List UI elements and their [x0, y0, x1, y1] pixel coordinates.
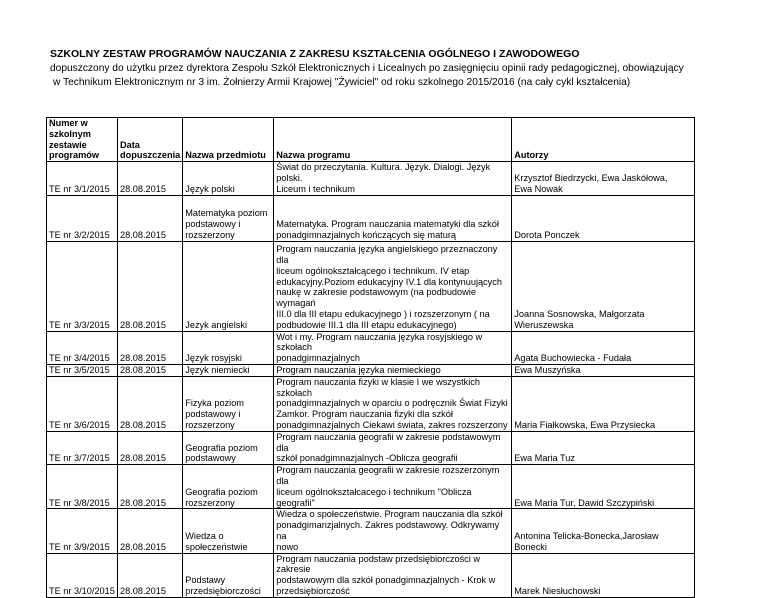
- program-number-cell: TE nr 3/2/2015: [47, 195, 118, 241]
- authors-cell: Krzysztof Biedrzycki, Ewa Jaskółowa, Ewa Nowak: [512, 162, 695, 195]
- document-subtitle-line2: w Technikum Elektronicznym nr 3 im. Żołnierzy Armii Krajowej "Żywiciel" od roku szkolnego 2015/2016 (na cały cykl kształcenia): [53, 77, 631, 88]
- program-name-cell: Program nauczania geografii w zakresie rozszerzonym dla liceum ogólnokształcacego i technikum "Oblicza geografii": [274, 465, 512, 509]
- approval-date-cell: 28.08.2015: [118, 376, 183, 431]
- approval-date-cell: 28.08.2015: [118, 364, 183, 376]
- table-row: [47, 509, 695, 553]
- program-number-cell: TE nr 3/3/2015: [47, 241, 118, 331]
- approval-date-cell: 28.08.2015: [118, 431, 183, 464]
- approval-date-cell: 28.08.2015: [118, 331, 183, 364]
- table-header-row: [47, 118, 695, 162]
- subject-name-cell: Geografia poziom podstawowy: [183, 431, 274, 464]
- program-name-cell: Wiedza o społeczeństwie. Program nauczania dla szkół ponadgimanzjalnych. Zakres podstawowy. Odkrywamy na nowo: [274, 509, 512, 553]
- approval-date-cell: 28.08.2015: [118, 241, 183, 331]
- program-number-cell: TE nr 3/9/2015: [47, 509, 118, 553]
- program-number-cell: TE nr 3/10/2015: [47, 553, 118, 597]
- subject-name-cell: Matematyka poziom podstawowy i rozszerzony: [183, 195, 274, 241]
- subject-name-cell: Geografia poziom rozszerzony: [183, 465, 274, 509]
- column-header: Numer w szkolnym zestawie programów: [47, 118, 118, 162]
- approval-date-cell: 28.08.2015: [118, 465, 183, 509]
- subject-name-cell: Podstawy przedsiębiorczości: [183, 553, 274, 597]
- program-name-cell: Matematyka. Program nauczania matematyki dla szkół ponadgimnazjalnych kończących się maturą: [274, 195, 512, 241]
- table-row: [47, 553, 695, 597]
- authors-cell: Ewa Maria Tuz: [512, 431, 695, 464]
- subject-name-cell: Wiedza o społeczeństwie: [183, 509, 274, 553]
- column-header: Nazwa przedmiotu: [183, 118, 274, 162]
- authors-cell: Agata Buchowiecka - Fudała: [512, 331, 695, 364]
- authors-cell: Marek Niesłuchowski: [512, 553, 695, 597]
- program-number-cell: TE nr 3/7/2015: [47, 431, 118, 464]
- document-title: SZKOLNY ZESTAW PROGRAMÓW NAUCZANIA Z ZAKRESU KSZTAŁCENIA OGÓLNEGO I ZAWODOWEGO: [50, 48, 580, 60]
- authors-cell: Ewa Maria Tur, Dawid Szczypiński: [512, 465, 695, 509]
- program-name-cell: Program nauczania geografii w zakresie podstawowym dla szkół ponadgimnazjalnych -Oblicza geografii: [274, 431, 512, 464]
- program-number-cell: TE nr 3/1/2015: [47, 162, 118, 195]
- authors-cell: Joanna Sosnowska, Małgorzata Wieruszewska: [512, 241, 695, 331]
- subject-name-cell: Jezyk angielski: [183, 241, 274, 331]
- table-row: [47, 431, 695, 464]
- column-header: Autorzy: [512, 118, 695, 162]
- table-row: [47, 331, 695, 364]
- programs-table: [46, 117, 695, 598]
- column-header: Nazwa programu: [274, 118, 512, 162]
- authors-cell: Maria Fiałkowska, Ewa Przysiecka: [512, 376, 695, 431]
- table-row: [47, 364, 695, 376]
- program-name-cell: Program nauczania fizyki w klasie I we wszystkich szkołach ponadgimnazjalnych w oparciu o podręcznik Świat Fizyki Zamkor. Program nauczania fizyki dla szkół ponadgimnazjalnych Ciekawi świata, zakres rozszerzony: [274, 376, 512, 431]
- table-row: [47, 162, 695, 195]
- subject-name-cell: Język polski: [183, 162, 274, 195]
- program-number-cell: TE nr 3/5/2015: [47, 364, 118, 376]
- program-name-cell: Świat do przeczytania. Kultura. Język. Dialogi. Język polski. Liceum i technikum: [274, 162, 512, 195]
- program-number-cell: TE nr 3/6/2015: [47, 376, 118, 431]
- authors-cell: Ewa Muszyńska: [512, 364, 695, 376]
- approval-date-cell: 28.08.2015: [118, 553, 183, 597]
- approval-date-cell: 28.08.2015: [118, 509, 183, 553]
- authors-cell: Dorota Ponczek: [512, 195, 695, 241]
- program-name-cell: Wot i my. Program nauczania języka rosyjskiego w szkołach ponadgimnazjalnych: [274, 331, 512, 364]
- approval-date-cell: 28.08.2015: [118, 162, 183, 195]
- program-name-cell: Program nauczania języka angielskiego przeznaczony dla liceum ogólnokształcącego i technikum. IV etap edukacyjny.Poziom edukacyjny IV.1 dla kontynuujących naukę w zakresie podstawowym (na podbudowie wymagań III.0 dla III etapu edukacyjnego ) i rozszerzonym ( na podbudowie III.1 dla III etapu edukacyjnego): [274, 241, 512, 331]
- document-subtitle-line1: dopuszczony do użytku przez dyrektora Zespołu Szkół Elektronicznych i Licealnych po zasięgnięciu opinii rady pedagogicznej, obowiązujący: [50, 63, 684, 74]
- program-name-cell: Program nauczania języka niemieckiego: [274, 364, 512, 376]
- program-name-cell: Program nauczania podstaw przedsiębiorczości w zakresie podstawowym dla szkół ponadgimnazjalnych - Krok w przedsiębiorczość: [274, 553, 512, 597]
- subject-name-cell: Język niemiecki: [183, 364, 274, 376]
- table-row: [47, 195, 695, 241]
- table-row: [47, 465, 695, 509]
- approval-date-cell: 28.08.2015: [118, 195, 183, 241]
- subject-name-cell: Język rosyjski: [183, 331, 274, 364]
- subject-name-cell: Fizyka poziom podstawowy i rozszerzony: [183, 376, 274, 431]
- program-number-cell: TE nr 3/8/2015: [47, 465, 118, 509]
- column-header: Data dopuszczenia: [118, 118, 183, 162]
- table-row: [47, 241, 695, 331]
- program-number-cell: TE nr 3/4/2015: [47, 331, 118, 364]
- authors-cell: Antonina Telicka-Bonecka,Jarosław Bonecki: [512, 509, 695, 553]
- table-row: [47, 376, 695, 431]
